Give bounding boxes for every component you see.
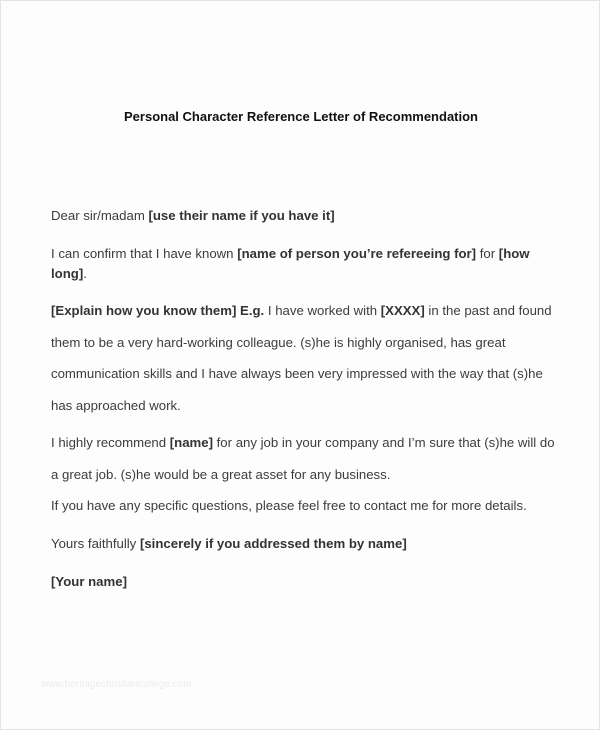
letter-body (51, 206, 556, 610)
closing-paragraph (51, 534, 556, 554)
relationship-text: in the past and found them to be a very hard-working colleague. (s)he is highly organised, has great communication skills and I have always been very impressed with the way that (s)he has approached work. (51, 303, 552, 413)
name-placeholder: [name] (169, 435, 213, 450)
explain-placeholder: [Explain how you know them] E.g. (51, 303, 265, 318)
person-name-placeholder: [name of person you’re refereeing for] (237, 246, 477, 261)
salutation-paragraph (51, 206, 556, 226)
watermark-text: www.heritagechristiancollege.com (41, 679, 192, 690)
relationship-paragraph (51, 295, 556, 421)
closing-placeholder: [sincerely if you addressed them by name] (139, 536, 407, 551)
closing-text: Yours faithfully (51, 536, 140, 551)
for-text: for (476, 246, 499, 261)
recommend-text: for any job in your company and I’m sure that (s)he will do a great job. (s)he would be a great asset for any business. (51, 435, 555, 482)
period-text: . (83, 266, 87, 281)
known-intro-text: I can confirm that I have known (51, 246, 238, 261)
recommend-intro-text: I highly recommend (51, 435, 170, 450)
worked-with-text: I have worked with (264, 303, 381, 318)
your-name-placeholder: [Your name] (51, 574, 127, 589)
xxxx-placeholder: [XXXX] (380, 303, 425, 318)
signature-paragraph (51, 572, 556, 592)
contact-paragraph (51, 496, 556, 516)
salutation-text: Dear sir/madam (51, 208, 149, 223)
how-long-placeholder: [how long] (51, 246, 530, 281)
recommendation-paragraph (51, 427, 556, 490)
known-duration-paragraph (51, 244, 556, 284)
salutation-placeholder: [use their name if you have it] (148, 208, 335, 223)
contact-text: If you have any specific questions, please feel free to contact me for more details. (51, 498, 527, 513)
letter-title: Personal Character Reference Letter of Recommendation (124, 109, 478, 124)
